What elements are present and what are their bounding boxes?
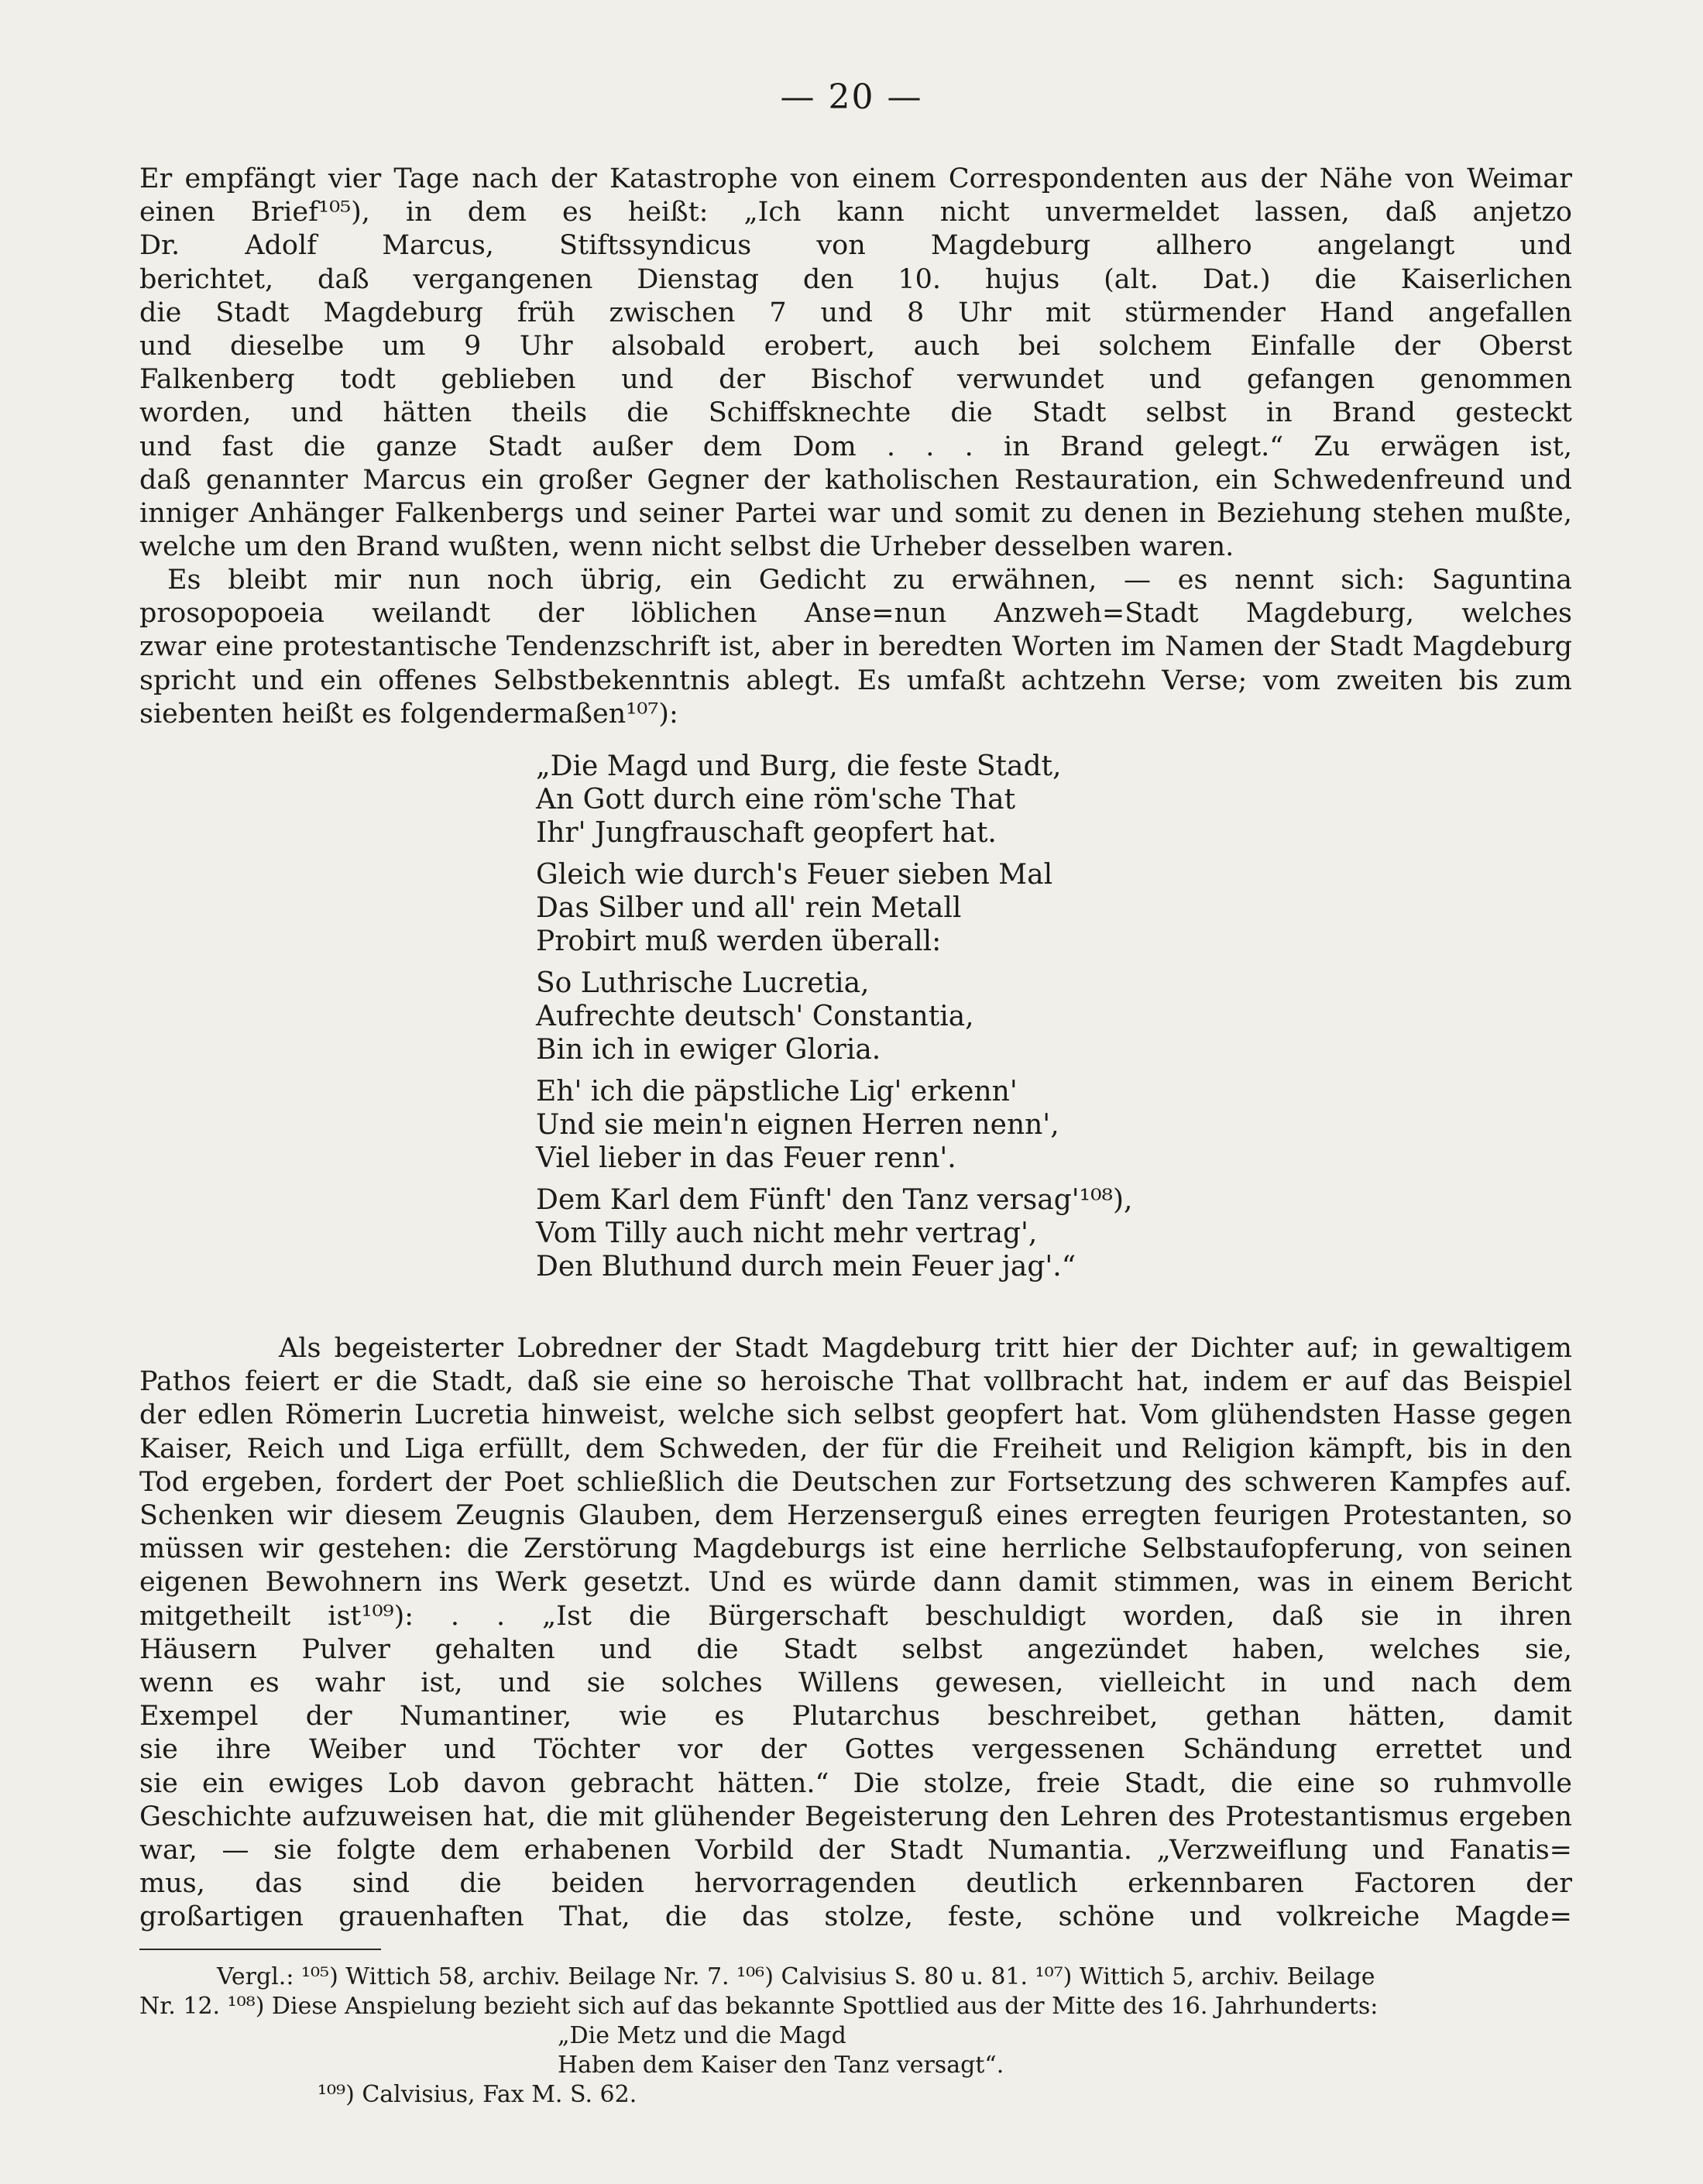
text-line: Es bleibt mir nun noch übrig, ein Gedicht zu erwähnen, — es nennt sich: Saguntina — [167, 565, 1572, 596]
footnote-line: „Die Metz und die Magd — [558, 2022, 846, 2049]
text-line: Geschichte aufzuweisen hat, die mit glühender Begeisterung den Lehren des Protestantismus ergeben — [139, 1801, 1572, 1832]
text-line: Exempel der Numantiner, wie es Plutarchus beschreibet, gethan hätten, damit — [139, 1701, 1572, 1732]
poem-stanza — [536, 1183, 1543, 1283]
footnote-line: Nr. 12. ¹⁰⁸) Diese Anspielung bezieht sich auf das bekannte Spottlied aus der Mitte des 16. Jahrhunderts: — [139, 1993, 1379, 2020]
text-line: Dr. Adolf Marcus, Stiftssyndicus von Magdeburg allhero angelangt und — [139, 230, 1572, 262]
paragraph-commentary — [139, 1332, 1572, 1935]
poem-stanza — [536, 858, 1543, 958]
poem-verse: Dem Karl dem Fünft' den Tanz versag'¹⁰⁸), — [536, 1184, 1133, 1216]
poem-verse: Viel lieber in das Feuer renn'. — [536, 1142, 956, 1174]
text-line: sie ihre Weiber und Töchter vor der Gottes vergessenen Schändung errettet und — [139, 1734, 1572, 1766]
text-line: Als begeisterter Lobredner der Stadt Magdeburg tritt hier der Dichter auf; in gewaltigem — [279, 1333, 1572, 1364]
poem-verse: Eh' ich die päpstliche Lig' erkenn' — [536, 1076, 1018, 1107]
text-line: spricht und ein offenes Selbstbekenntnis ablegt. Es umfaßt achtzehn Verse; vom zweiten bis zum — [139, 664, 1572, 696]
text-line: welche um den Brand wußten, wenn nicht selbst die Urheber desselben waren. — [139, 531, 1234, 563]
text-line: war, — sie folgte dem erhabenen Vorbild der Stadt Numantia. „Verzweiflung und Fanatis= — [139, 1835, 1572, 1866]
poem-stanza — [536, 1075, 1543, 1175]
paragraph-marcus-letter — [139, 163, 1572, 564]
poem-verse: Gleich wie durch's Feuer sieben Mal — [536, 859, 1053, 891]
text-line: Falkenberg todt geblieben und der Bischof verwundet und gefangen genommen — [139, 364, 1572, 396]
poem-stanza — [536, 967, 1543, 1066]
text-line: zwar eine protestantische Tendenzschrift ist, aber in beredten Worten im Namen der Stadt Magdeburg — [139, 631, 1572, 663]
poem-verse: Und sie mein'n eignen Herren nenn', — [536, 1109, 1059, 1141]
text-line: und dieselbe um 9 Uhr alsobald erobert, auch bei solchem Einfalle der Oberst — [139, 331, 1572, 362]
poem-saguntina — [536, 750, 1543, 1292]
text-line: Kaiser, Reich und Liga erfüllt, dem Schweden, der für die Freiheit und Religion kämpft, bis in den — [139, 1433, 1572, 1465]
footnote-line: Haben dem Kaiser den Tanz versagt“. — [558, 2052, 1004, 2079]
text-line: die Stadt Magdeburg früh zwischen 7 und 8 Uhr mit stürmender Hand angefallen — [139, 297, 1572, 328]
paragraph-saguntina-intro — [139, 564, 1572, 731]
text-line: Häusern Pulver gehalten und die Stadt selbst angezündet haben, welches sie, — [139, 1633, 1572, 1665]
poem-verse: Das Silber und all' rein Metall — [536, 892, 962, 924]
footnotes — [139, 1963, 1572, 2110]
footnote-line: Vergl.: ¹⁰⁵) Wittich 58, archiv. Beilage Nr. 7. ¹⁰⁶) Calvisius S. 80 u. 81. ¹⁰⁷) Wittich 5, archiv. Beilage — [217, 1963, 1375, 1990]
page-number: — 20 — — [780, 77, 923, 117]
text-line: Pathos feiert er die Stadt, daß sie eine so heroische That vollbracht hat, indem er auf das Beispiel — [139, 1366, 1572, 1398]
text-line: wenn es wahr ist, und sie solches Willens gewesen, vielleicht in und nach dem — [139, 1667, 1572, 1699]
text-line: berichtet, daß vergangenen Dienstag den 10. hujus (alt. Dat.) die Kaiserlichen — [139, 263, 1572, 295]
poem-verse: An Gott durch eine röm'sche That — [536, 784, 1016, 816]
text-line: siebenten heißt es folgendermaßen¹⁰⁷): — [139, 698, 678, 730]
text-line: eigenen Bewohnern ins Werk gesetzt. Und es würde dann damit stimmen, was in einem Bericht — [139, 1567, 1572, 1599]
text-line: und fast die ganze Stadt außer dem Dom . . . in Brand gelegt.“ Zu erwägen ist, — [139, 431, 1572, 462]
text-line: inniger Anhänger Falkenbergs und seiner Partei war und somit zu denen in Beziehung stehen mußte, — [139, 498, 1572, 530]
text-line: einen Brief¹⁰⁵), in dem es heißt: „Ich kann nicht unvermeldet lassen, daß anjetzo — [139, 197, 1572, 228]
text-line: prosopopoeia weilandt der löblichen Anse=nun Anzweh=Stadt Magdeburg, welches — [139, 598, 1572, 630]
text-line: mitgetheilt ist¹⁰⁹): . . „Ist die Bürgerschaft beschuldigt worden, daß sie in ihren — [139, 1600, 1572, 1632]
text-line: müssen wir gestehen: die Zerstörung Magdeburgs ist eine herrliche Selbstaufopferung, von seinen — [139, 1533, 1572, 1565]
text-line: Tod ergeben, fordert der Poet schließlich die Deutschen zur Fortsetzung des schweren Kampfes auf. — [139, 1466, 1572, 1498]
text-line: Schenken wir diesem Zeugnis Glauben, dem Herzenserguß eines erregten feurigen Protestanten, so — [139, 1500, 1572, 1532]
text-line: der edlen Römerin Lucretia hinweist, welche sich selbst geopfert hat. Vom glühendsten Hasse gegen — [139, 1399, 1572, 1431]
text-line: worden, und hätten theils die Schiffsknechte die Stadt selbst in Brand gesteckt — [139, 397, 1572, 429]
poem-stanza — [536, 750, 1543, 850]
text-line: sie ein ewiges Lob davon gebracht hätten.“ Die stolze, freie Stadt, die eine so ruhmvolle — [139, 1767, 1572, 1799]
text-line: mus, das sind die beiden hervorragenden deutlich erkennbaren Factoren der — [139, 1868, 1572, 1900]
footnote-divider — [139, 1949, 381, 1950]
poem-verse: Ihr' Jungfrauschaft geopfert hat. — [536, 817, 997, 849]
text-line: großartigen grauenhaften That, die das stolze, feste, schöne und volkreiche Magde= — [139, 1901, 1572, 1933]
poem-verse: „Die Magd und Burg, die feste Stadt, — [536, 750, 1062, 782]
text-line: Er empfängt vier Tage nach der Katastrophe von einem Correspondenten aus der Nähe von Weimar — [139, 163, 1572, 194]
poem-verse: Den Bluthund durch mein Feuer jag'.“ — [536, 1251, 1076, 1283]
poem-verse: Probirt muß werden überall: — [536, 925, 942, 957]
poem-verse: So Luthrische Lucretia, — [536, 967, 870, 999]
poem-verse: Aufrechte deutsch' Constantia, — [536, 1001, 974, 1032]
footnote-line: ¹⁰⁹) Calvisius, Fax M. S. 62. — [318, 2081, 637, 2108]
poem-verse: Bin ich in ewiger Gloria. — [536, 1034, 881, 1066]
text-line: daß genannter Marcus ein großer Gegner der katholischen Restauration, ein Schwedenfreund und — [139, 464, 1572, 496]
poem-verse: Vom Tilly auch nicht mehr vertrag', — [536, 1217, 1038, 1249]
